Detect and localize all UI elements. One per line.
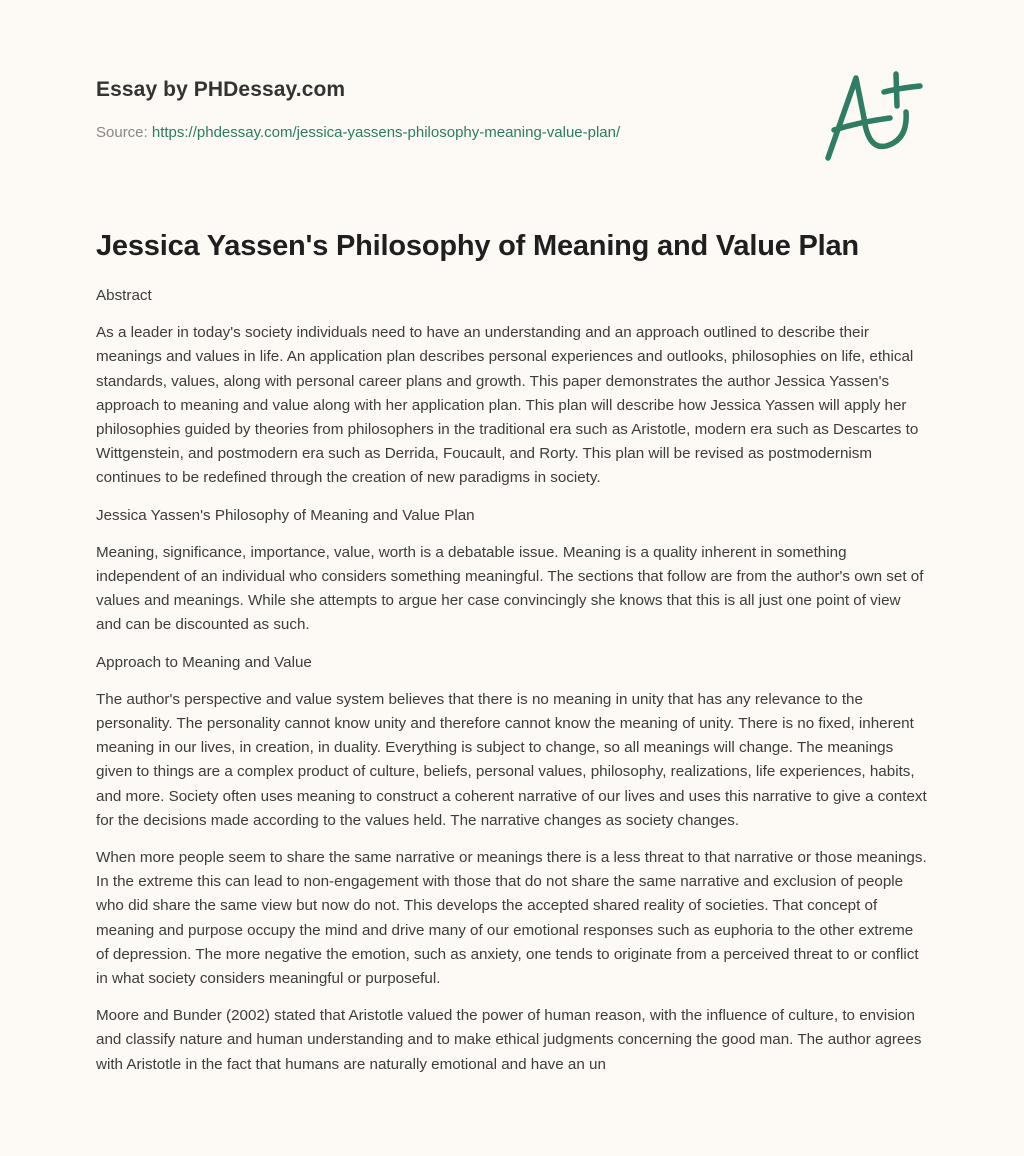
paragraph-narrative: When more people seem to share the same narrative or meanings there is a less threat to that narrative or those meanings. In the extreme this can lead to non-engagement with those that do not share the same narrative and exclusion of people who did share the same view but now do not. This develops the accepted shared reality of societies. That concept of meaning and purpose occupy the mind and drive many of our emotional responses such as euphoria to the other extreme of depression. The more negative the emotion, such as anxiety, one tends to originate from a perceived threat to or conflict in what society considers meaningful or purposeful.: [96, 849, 927, 988]
a-plus-grade-icon: [820, 66, 930, 166]
paragraph-meaning: Meaning, significance, importance, value, worth is a debatable issue. Meaning is a quality inherent in something independent of an individual who considers something meaningful. The sections that follow are from the author's own set of values and meanings. While she attempts to argue her case convincingly she knows that this is all just one point of view and can be discounted as such.: [96, 543, 924, 634]
document-body: [96, 284, 928, 1090]
source-line: [96, 122, 796, 144]
site-title: Essay by PHDessay.com: [96, 78, 346, 101]
section-heading-approach: Approach to Meaning and Value: [96, 653, 312, 671]
paragraph-aristotle: Moore and Bunder (2002) stated that Aristotle valued the power of human reason, with the influence of culture, to envision and classify nature and human understanding and to make ethical judgments concerning the good man. The author agrees with Aristotle in the fact that humans are naturally emotional and have an un: [96, 1007, 922, 1073]
section-heading-philosophy: Jessica Yassen's Philosophy of Meaning and Value Plan: [96, 506, 475, 524]
source-label: Source:: [96, 124, 148, 141]
abstract-paragraph: As a leader in today's society individuals need to have an understanding and an approach outlined to describe their meanings and values in life. An application plan describes personal experiences and outlooks, philosophies on life, ethical standards, values, along with personal career plans and growth. This paper demonstrates the author Jessica Yassen's approach to meaning and value along with her application plan. This plan will describe how Jessica Yassen will apply her philosophies guided by theories from philosophers in the traditional era such as Aristotle, modern era such as Descartes to Wittgenstein, and postmodern era such as Derrida, Foucault, and Rorty. This plan will be revised as postmodernism continues to be redefined through the creation of new paradigms in society.: [96, 324, 919, 487]
document-title: Jessica Yassen's Philosophy of Meaning and Value Plan: [96, 230, 859, 262]
paragraph-perspective: The author's perspective and value system believes that there is no meaning in unity that has any relevance to the personality. The personality cannot know unity and therefore cannot know the meaning of unity. There is no fixed, inherent meaning in our lives, in creation, in duality. Everything is subject to change, so all meanings will change. The meanings given to things are a complex product of culture, beliefs, personal values, philosophy, realizations, life experiences, habits, and more. Society often uses meaning to construct a coherent narrative of our lives and uses this narrative to give a context for the decisions made according to the values held. The narrative changes as society changes.: [96, 690, 927, 829]
source-link[interactable]: https://phdessay.com/jessica-yassens-philosophy-meaning-value-plan/: [151, 124, 621, 141]
abstract-heading: Abstract: [96, 287, 152, 304]
page-header: [96, 74, 796, 144]
